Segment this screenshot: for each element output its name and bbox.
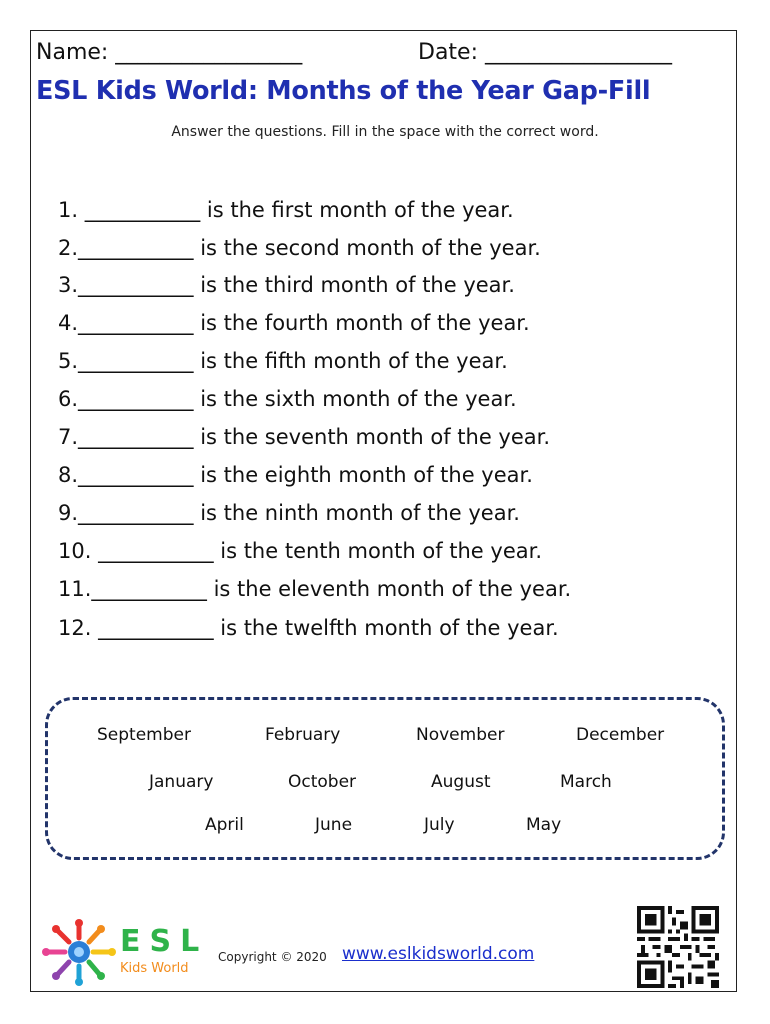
word-bank-item: April xyxy=(205,815,244,835)
question-12[interactable]: 12. ___________ is the twelfth month of the year. xyxy=(58,616,559,640)
word-bank-item: September xyxy=(97,725,191,745)
question-7[interactable]: 7.___________ is the seventh month of the year. xyxy=(58,425,551,449)
word-bank-item: December xyxy=(576,725,665,745)
word-bank-item: March xyxy=(560,772,612,792)
logo-esl-text: ESL xyxy=(120,924,209,959)
word-bank-item: June xyxy=(315,815,353,835)
question-10[interactable]: 10. ___________ is the tenth month of the year. xyxy=(58,539,543,563)
word-bank-item: July xyxy=(424,815,455,835)
website-link[interactable]: www.eslkidsworld.com xyxy=(342,944,535,964)
question-2[interactable]: 2.___________ is the second month of the year. xyxy=(58,236,541,260)
word-bank-box xyxy=(45,697,725,860)
question-11[interactable]: 11.___________ is the eleventh month of the year. xyxy=(58,577,572,601)
question-9[interactable]: 9.___________ is the ninth month of the year. xyxy=(58,501,520,525)
word-bank-item: February xyxy=(265,725,341,745)
date-field[interactable]: Date: _________________ xyxy=(418,40,672,65)
question-1[interactable]: 1. ___________ is the first month of the year. xyxy=(58,198,514,222)
question-3[interactable]: 3.___________ is the third month of the year. xyxy=(58,273,515,297)
word-bank-item: August xyxy=(431,772,491,792)
question-5[interactable]: 5.___________ is the fifth month of the year. xyxy=(58,349,508,373)
word-bank-item: October xyxy=(288,772,357,792)
kids-circle-logo-icon xyxy=(40,918,118,986)
copyright-text: Copyright © 2020 xyxy=(218,950,327,964)
question-4[interactable]: 4.___________ is the fourth month of the year. xyxy=(58,311,530,335)
word-bank-item: November xyxy=(416,725,505,745)
word-bank-item: January xyxy=(149,772,214,792)
name-field[interactable]: Name: _________________ xyxy=(36,40,303,65)
question-6[interactable]: 6.___________ is the sixth month of the year. xyxy=(58,387,517,411)
qr-code-icon xyxy=(637,906,719,988)
question-8[interactable]: 8.___________ is the eighth month of the year. xyxy=(58,463,533,487)
instructions: Answer the questions. Fill in the space with the correct word. xyxy=(171,124,599,140)
page-title: ESL Kids World: Months of the Year Gap-Fill xyxy=(36,76,651,106)
logo-kids-world-text: Kids World xyxy=(120,961,189,976)
word-bank-item: May xyxy=(526,815,562,835)
